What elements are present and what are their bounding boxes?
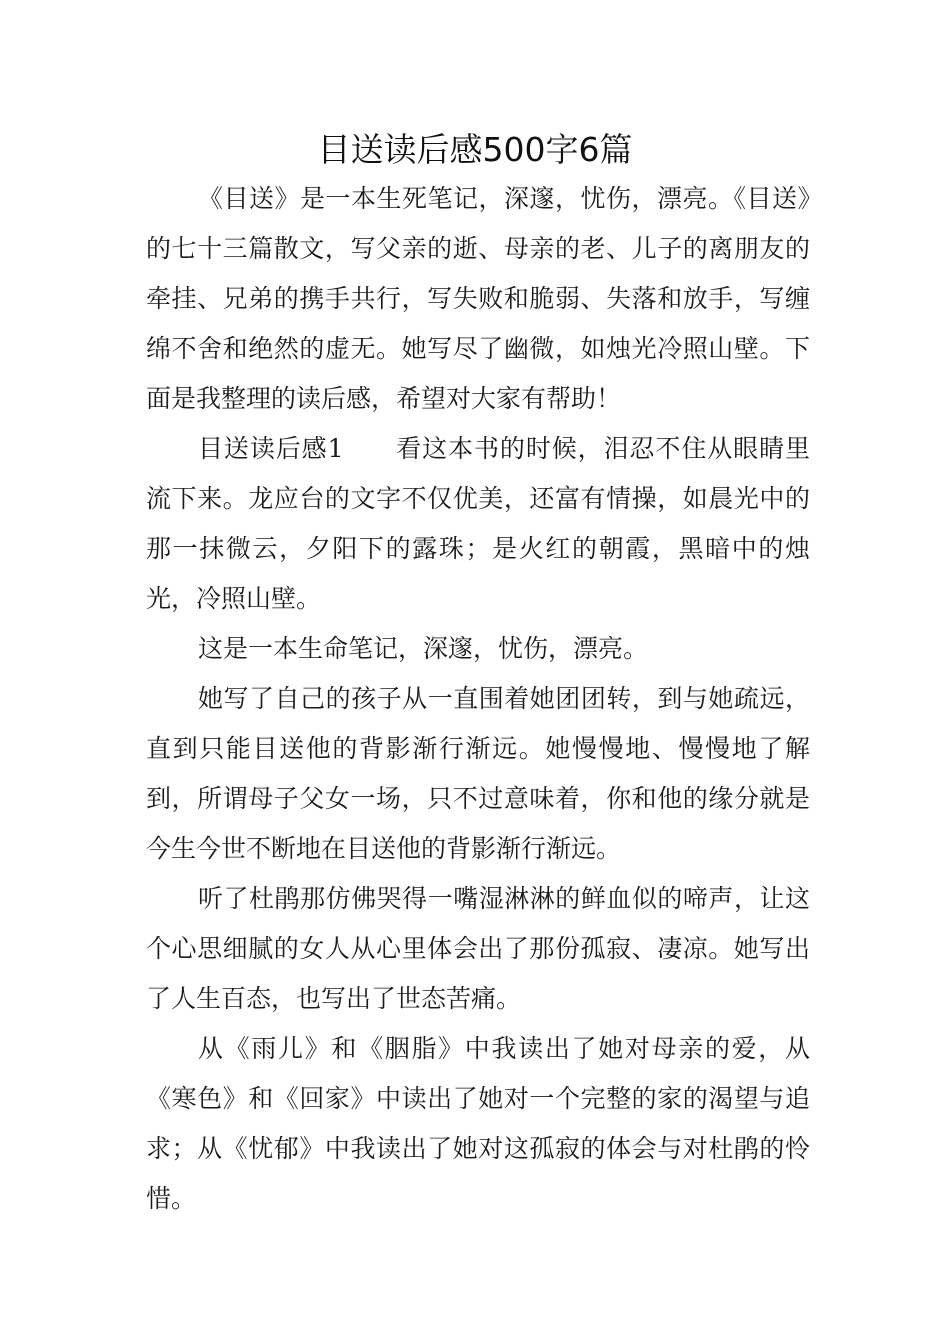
paragraph-cuckoo: 听了杜鹃那仿佛哭得一嘴湿淋淋的鲜血似的啼声，让这个心思细腻的女人从心里体会出了那份孤寂、凄凉。她写出了人生百态，也写出了世态苦痛。 [146,884,810,1013]
paragraph-intro: 《目送》是一本生死笔记，深邃，忧伤，漂亮。《目送》的七十三篇散文，写父亲的逝、母亲的老、儿子的离朋友的牵挂、兄弟的携手共行，写失败和脆弱、失落和放手，写缠绵不舍和绝然的虚无。她写尽了幽微，如烛光冷照山壁。下面是我整理的读后感，希望对大家有帮助！ [146,184,810,413]
paragraph-life-notes: 这是一本生命笔记，深邃，忧伤，漂亮。 [198,634,649,663]
paragraph-review-1: 目送读后感1 看这本书的时候，泪忍不住从眼睛里流下来。龙应台的文字不仅优美，还富有情操，如晨光中的那一抹微云，夕阳下的露珠；是火红的朝霞，黑暗中的烛光，冷照山壁。 [146,434,810,613]
paragraph-essays: 从《雨儿》和《胭脂》中我读出了她对母亲的爱，从《寒色》和《回家》中读出了她对一个完整的家的渴望与追求；从《忧郁》中我读出了她对这孤寂的体会与对杜鹃的怜惜。 [146,1034,810,1213]
paragraph-children: 她写了自己的孩子从一直围着她团团转，到与她疏远，直到只能目送他的背影渐行渐远。她慢慢地、慢慢地了解到，所谓母子父女一场，只不过意味着，你和他的缘分就是今生今世不断地在目送他的背影渐行渐远。 [146,684,810,863]
document-body [146,174,810,1224]
document-title: 目送读后感500字6篇 [317,130,633,169]
